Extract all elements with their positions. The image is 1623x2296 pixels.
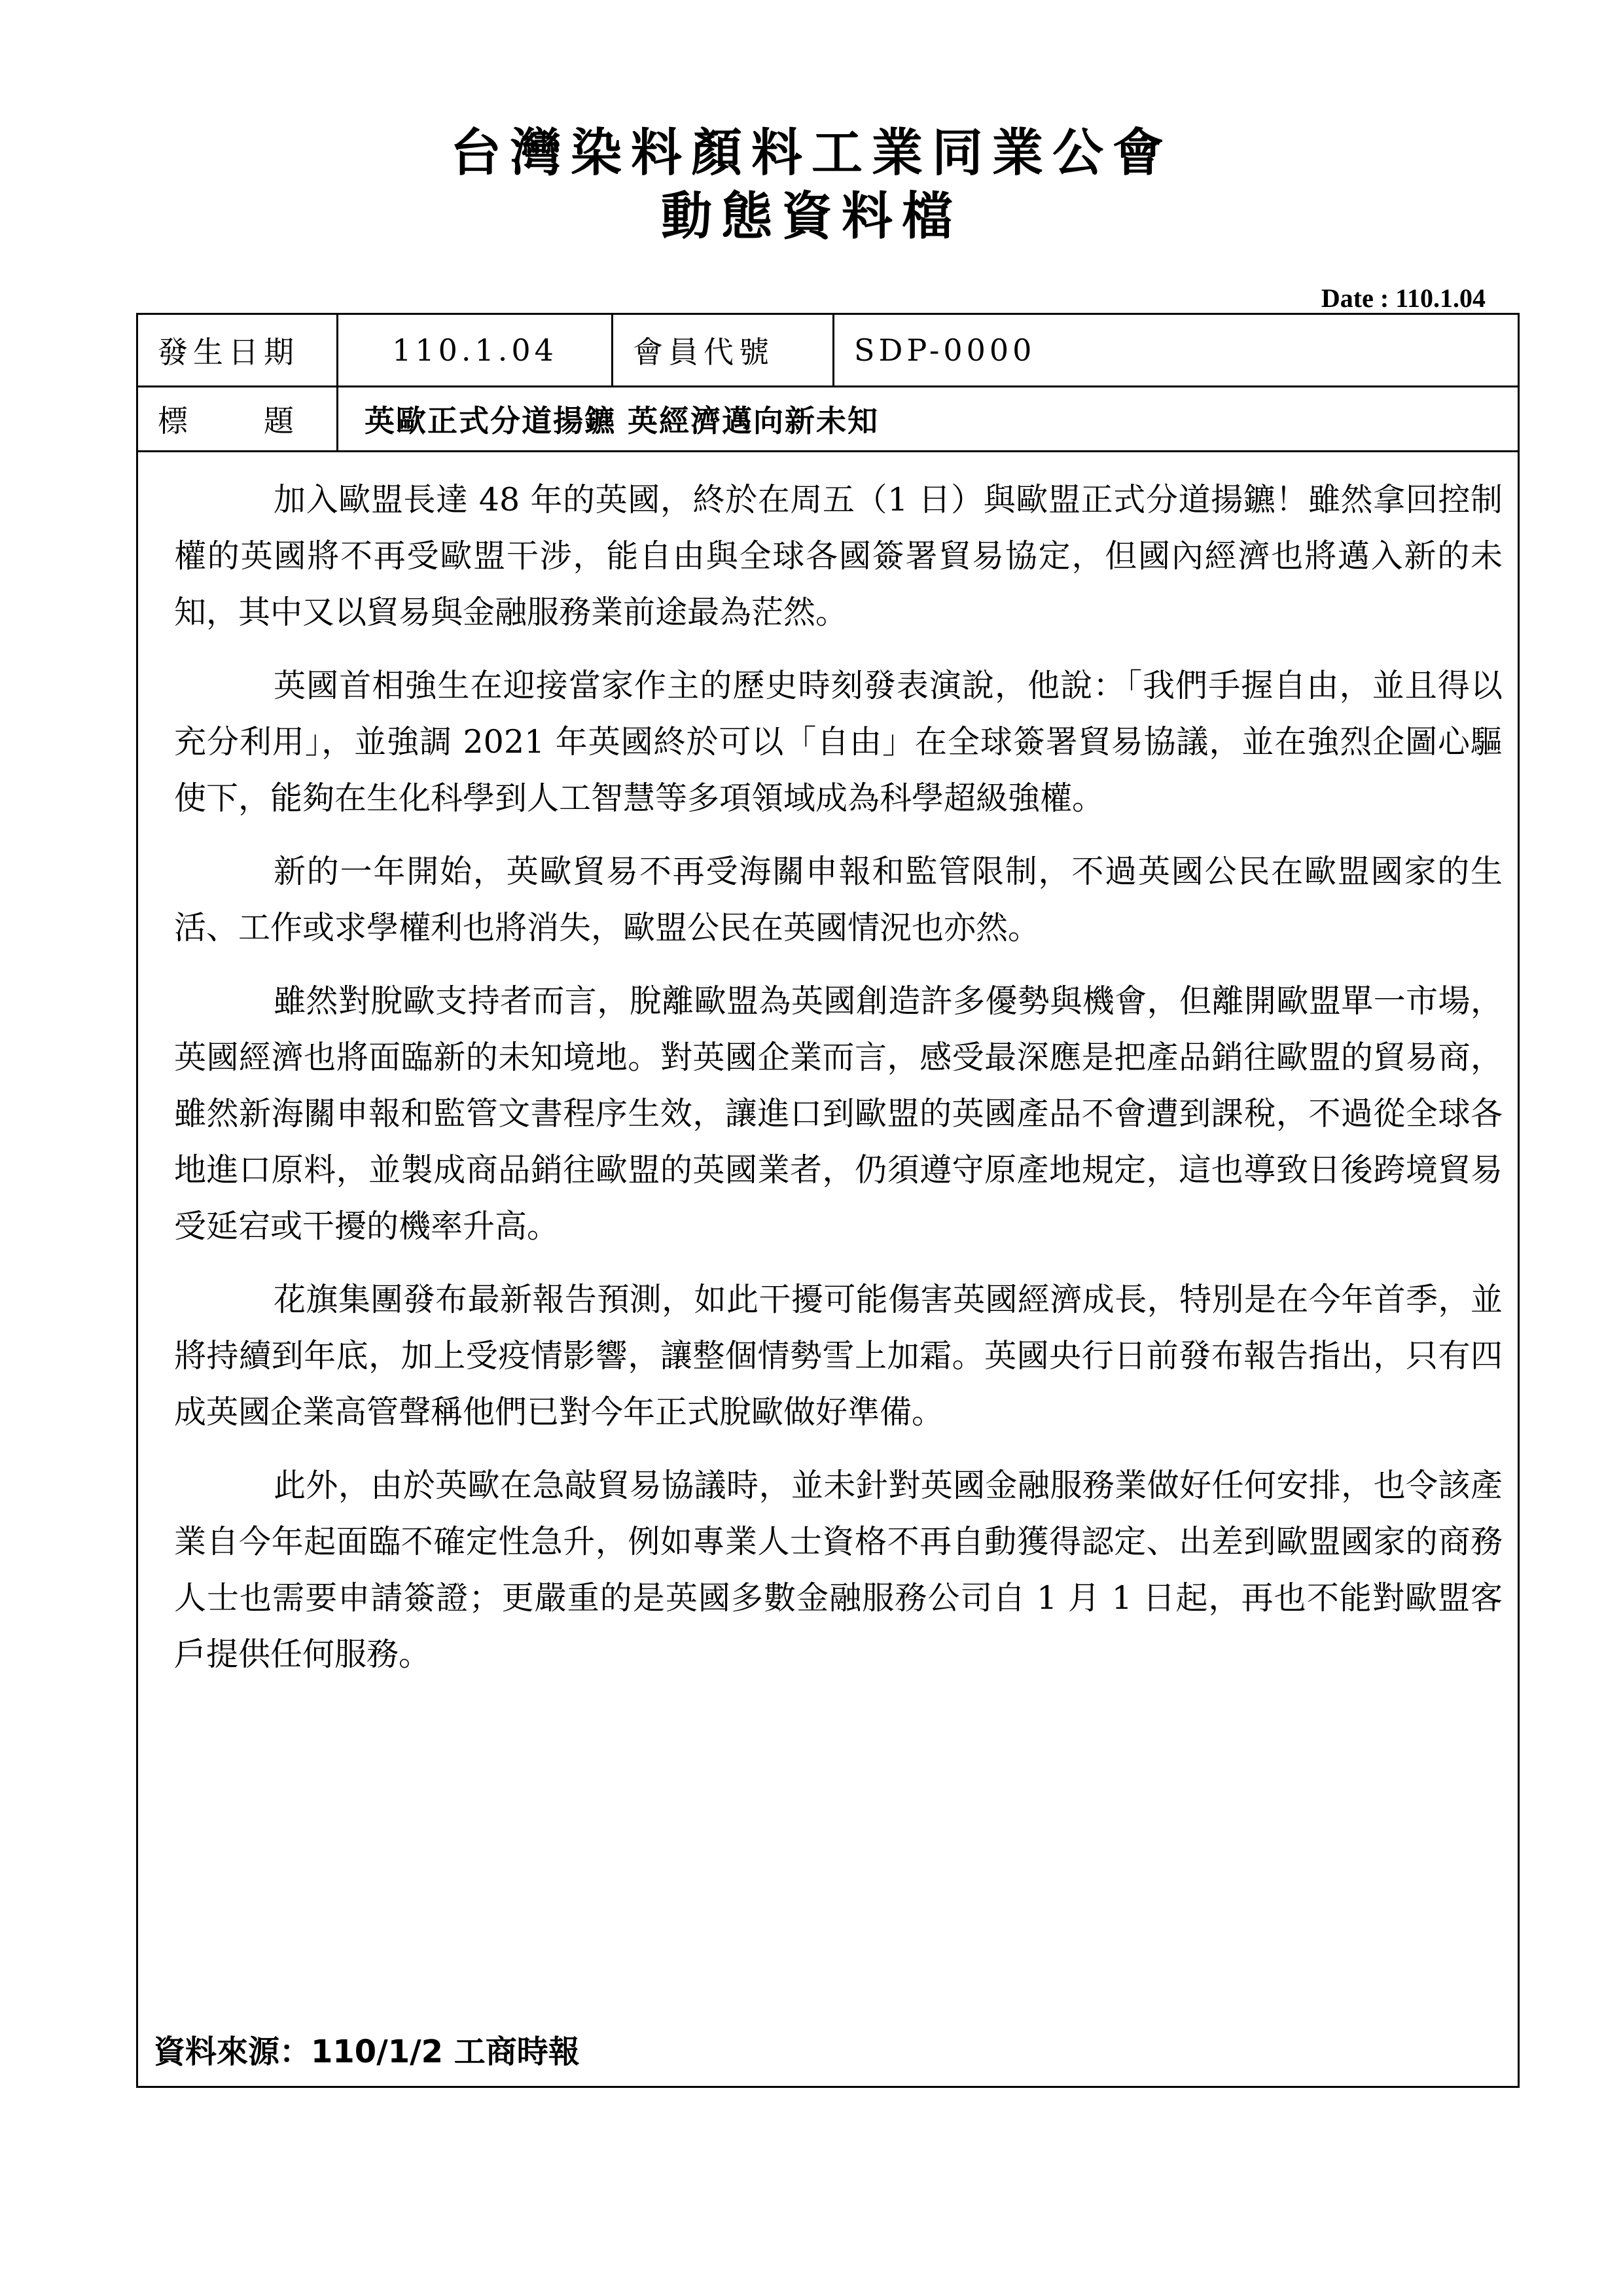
paragraph: 新的一年開始，英歐貿易不再受海關申報和監管限制，不過英國公民在歐盟國家的生活、工作或求學權利也將消失，歐盟公民在英國情況也亦然。 <box>174 853 1503 946</box>
subject-row <box>138 387 1518 452</box>
paragraph: 英國首相強生在迎接當家作主的歷史時刻發表演說，他說：「我們手握自由，並且得以充分利用」，並強調 2021 年英國終於可以「自由」在全球簽署貿易協議，並在強烈企圖心驅使下，能夠在生化科學到人工智慧等多項領域成為科學超級強權。 <box>174 667 1503 817</box>
document-subtitle: 動態資料檔 <box>660 187 962 246</box>
article-body <box>174 472 1503 1700</box>
subject-label: 標 題 <box>138 387 338 450</box>
document-title: 台灣染料顏料工業同業公會 <box>450 124 1173 183</box>
member-label: 會員代號 <box>613 315 834 386</box>
date-label: 發生日期 <box>138 315 338 386</box>
date-value: 110.1.04 <box>338 315 613 386</box>
document-date: Date : 110.1.04 <box>1321 283 1486 313</box>
source-note: 資料來源：110/1/2 工商時報 <box>154 2034 580 2070</box>
paragraph: 花旗集團發布最新報告預測，如此干擾可能傷害英國經濟成長，特別是在今年首季，並將持續到年底，加上受疫情影響，讓整個情勢雪上加霜。英國央行日前發布報告指出，只有四成英國企業高管聲稱他們已對今年正式脫歐做好準備。 <box>174 1281 1503 1431</box>
info-row <box>138 315 1518 387</box>
record-frame <box>136 313 1520 2088</box>
subject-value: 英歐正式分道揚鑣 英經濟邁向新未知 <box>365 403 880 439</box>
paragraph: 雖然對脫歐支持者而言，脫離歐盟為英國創造許多優勢與機會，但離開歐盟單一市場，英國經濟也將面臨新的未知境地。對英國企業而言，感受最深應是把產品銷往歐盟的貿易商，雖然新海關申報和監管文書程序生效，讓進口到歐盟的英國產品不會遭到課稅，不過從全球各地進口原料，並製成商品銷往歐盟的英國業者，仍須遵守原產地規定，這也導致日後跨境貿易受延宕或干擾的機率升高。 <box>174 982 1503 1245</box>
paragraph: 此外，由於英歐在急敲貿易協議時，並未針對英國金融服務業做好任何安排，也令該產業自今年起面臨不確定性急升，例如專業人士資格不再自動獲得認定、出差到歐盟國家的商務人士也需要申請簽證；更嚴重的是英國多數金融服務公司自 1 月 1 日起，再也不能對歐盟客戶提供任何服務。 <box>174 1467 1503 1673</box>
paragraph: 加入歐盟長達 48 年的英國，終於在周五（1 日）與歐盟正式分道揚鑣！雖然拿回控制權的英國將不再受歐盟干涉，能自由與全球各國簽署貿易協定，但國內經濟也將邁入新的未知，其中又以貿易與金融服務業前途最為茫然。 <box>174 481 1503 631</box>
member-value: SDP-0000 <box>854 332 1036 368</box>
